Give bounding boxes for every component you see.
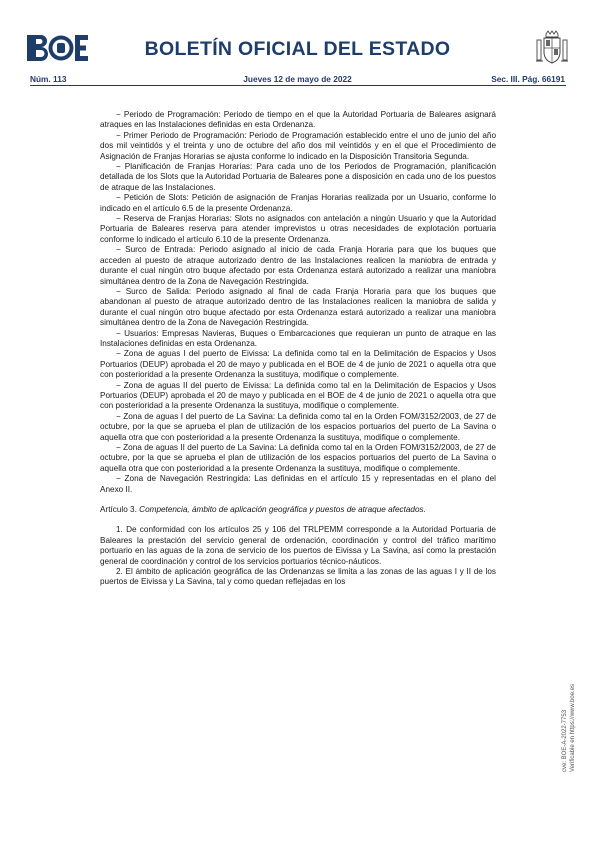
definition-item: − Zona de aguas II del puerto de La Savina: La definida como tal en la Orden FOM/3152/2003, de 27 de octubre, por la que se aprueba el plan de utilización de los espacios portuarios del puerto de La Savina o aquella otra que con posterioridad a la presente Ordenanza la sustituya, modifique o complemente. <box>100 443 496 473</box>
article-title: Competencia, ámbito de aplicación geográfica y puestos de atraque afectados. <box>139 505 426 515</box>
definition-item: − Surco de Salida: Periodo asignado al final de cada Franja Horaria para que los buques que abandonan al puesto de atraque autorizado dentro de las Instalaciones realicen la maniobra de salida y durante el cual ningún otro buque afectado por esta Ordenanza estará autorizado a realizar una maniobra simultánea dentro de la Zona de Navegación Restringida. <box>100 286 496 328</box>
article-paragraph: 2. El ámbito de aplicación geográfica de las Ordenanzas se limita a las zonas de las aguas I y II de los puertos de Eivissa y La Savina, tal y como quedan reflejadas en los <box>100 567 496 587</box>
definition-item: − Zona de aguas I del puerto de La Savina: La definida como tal en la Orden FOM/3152/2003, de 27 de octubre, por la que se aprueba el plan de utilización de los espacios portuarios del puerto de La Savina o aquella otra que con posterioridad a la presente Ordenanza la sustituya, modifique o complemente. <box>100 411 496 442</box>
definition-item: − Petición de Slots: Petición de asignación de Franjas Horarias realizada por un Usuario, conforme lo indicado en el artículo 6.5 de la presente Ordenanza. <box>100 193 496 213</box>
page-header <box>0 0 595 90</box>
publication-title: BOLETÍN OFICIAL DEL ESTADO <box>144 38 451 60</box>
definition-item: − Periodo de Programación: Periodo de tiempo en el que la Autoridad Portuaria de Baleares asignará atraques en las Instalaciones definidas en esta Ordenanza. <box>100 110 496 130</box>
definitions-list <box>100 110 496 495</box>
article-heading <box>100 505 496 515</box>
coat-of-arms-icon <box>535 30 569 66</box>
cve-code: cve: BOE-A-2022-7753 <box>562 709 568 772</box>
definition-item: − Zona de aguas I del puerto de Eivissa: La definida como tal en la Delimitación de Espacios y Usos Portuarios (DEUP) aprobada el 20 de mayo y publicada en el BOE de 4 de junio de 2021 o aquella otra que con posterioridad a la presente Ordenanza la sustituya, modifique o complemente. <box>100 349 496 380</box>
article-paragraph: 1. De conformidad con los artículos 25 y 106 del TRLPEMM corresponde a la Autoridad Portuaria de Baleares la prestación del servicio general de ordenación, coordinación y control del tráfico marítimo portuario en las aguas de la zona de servicio de los puertos de Eivissa y La Savina, así como la prestación general de coordinación y control de los servicios portuarios técnico-náuticos. <box>100 525 496 566</box>
section-page: Sec. III. Pág. 66191 <box>491 74 565 84</box>
definition-item: − Zona de aguas II del puerto de Eivissa: La definida como tal en la Delimitación de Espacios y Usos Portuarios (DEUP) aprobada el 20 de mayo y publicada en el BOE de 4 de junio de 2021 o aquella otra que con posterioridad a la presente Ordenanza la sustituya, modifique o complemente. <box>100 380 496 411</box>
document-body <box>100 110 496 588</box>
definition-item: − Usuarios: Empresas Navieras, Buques o Embarcaciones que requieran un punto de atraque en las Instalaciones definidas en esta Ordenanza. <box>100 328 496 348</box>
definition-item: − Primer Periodo de Programación: Periodo de Programación establecido entre el uno de junio del año dos mil veintidós y el treinta y uno de octubre del año dos mil veintidós y en el que el Procedimiento de Asignación de Franjas Horarias se ajusta conforme lo indicado en la Disposición Transitoria Segunda. <box>100 130 496 161</box>
side-note-text <box>561 684 577 772</box>
issue-number: Núm. 113 <box>30 74 67 84</box>
definition-item: − Surco de Entrada: Periodo asignado al inicio de cada Franja Horaria para que los buques que acceden al puesto de atraque autorizado dentro de las Instalaciones realicen la maniobra de entrada y durante el cual ningún otro buque afectado por esta Ordenanza estará autorizado a realizar una maniobra simultánea dentro de la Zona de Navegación Restringida. <box>100 245 496 286</box>
definition-item: − Reserva de Franjas Horarias: Slots no asignados con antelación a ningún Usuario y que la Autoridad Portuaria de Baleares reserva para atender imprevistos u otras necesidades de explotación portuaria conforme lo indicado el artículo 6.10 de la presente Ordenanza. <box>100 214 496 244</box>
header-divider <box>30 85 566 86</box>
verification-url[interactable]: Verificable en https://www.boe.es <box>570 683 576 772</box>
side-verification-note <box>561 683 591 862</box>
boe-logo <box>27 34 89 62</box>
article-label: Artículo 3. <box>100 505 137 515</box>
issue-date: Jueves 12 de mayo de 2022 <box>243 74 352 84</box>
definition-item: − Planificación de Franjas Horarias: Para cada uno de los Periodos de Programación, planificación detallada de los Slots que la Autoridad Portuaria de Baleares pone a disposición en cada uno de los puestos de atraque de las Instalaciones. <box>100 162 496 192</box>
definition-item: − Zona de Navegación Restringida: Las definidas en el artículo 15 y representadas en el plano del Anexo II. <box>100 474 496 494</box>
